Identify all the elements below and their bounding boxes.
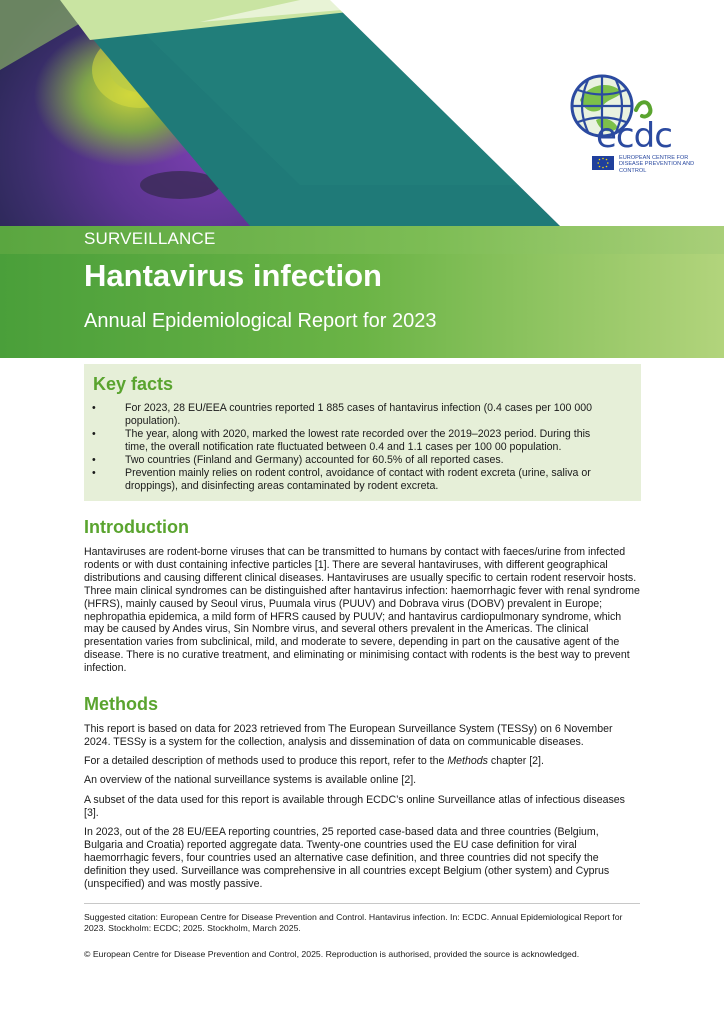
key-facts-list [84, 402, 641, 494]
list-item [84, 467, 641, 493]
methods-paragraph: This report is based on data for 2023 retrieved from The European Surveillance System (TESSy) on 6 November 2024. TESSy is a system for the collection, analysis and dissemination of data on communicable diseases. [84, 723, 613, 748]
suggested-citation: Suggested citation: European Centre for Disease Prevention and Control. Hantavirus infection. In: ECDC. Annual Epidemiological Report for 2023. Stockholm: ECDC; 2025. Stockholm, March 2025. [84, 912, 623, 934]
list-item [84, 454, 641, 467]
list-item [84, 402, 641, 428]
key-fact-text: Prevention mainly relies on rodent control, avoidance of contact with rodent excreta (urine, saliva or droppings), and disinfecting areas contaminated by rodent excreta. [125, 467, 591, 493]
report-header [0, 0, 724, 358]
introduction-paragraph: Hantaviruses are rodent-borne viruses that can be transmitted to humans by contact with faeces/urine from infected rodents or with dust containing infective particles [1]. There are several hantaviruses, with different geographical distributions and causing different clinical diseases. Hantaviruses are usually specific to certain rodent reservoir hosts. Three main clinical syndromes can be distinguished after hantavirus infection: haemorrhagic fever with renal syndrome (HFRS), mainly caused by Seoul virus, Puumala virus (PUUV) and Dobrava virus (DOBV) prevalent in Europe; nephropathia epidemica, a mild form of HFRS caused by PUUV; and hantavirus cardiopulmonary syndrome, which may be caused by Andes virus, Sin Nombre virus, and several others prevalent in the Americas. The clinical presentation varies from subclinical, mild, and moderate to severe, depending in part on the causative agent of the disease. There is no curative treatment, and eliminating or minimising contact with rodents is the best way to prevent infection. [84, 546, 640, 675]
key-facts-heading: Key facts [93, 374, 174, 394]
methods-text: chapter [2]. [487, 755, 544, 767]
eu-flag-icon [592, 156, 614, 170]
bullet-icon: • [92, 454, 96, 467]
bullet-icon: • [92, 402, 96, 414]
list-item [84, 428, 641, 454]
key-fact-text: Two countries (Finland and Germany) accounted for 60.5% of all reported cases. [125, 454, 504, 467]
footer-divider [84, 903, 640, 904]
bullet-icon: • [92, 428, 96, 441]
ecdc-wordmark: ecdc [596, 116, 672, 156]
key-facts-box [84, 364, 641, 501]
page-subtitle: Annual Epidemiological Report for 2023 [84, 310, 437, 332]
methods-paragraph [84, 755, 640, 768]
introduction-heading: Introduction [84, 517, 189, 537]
methods-chapter-link: Methods [447, 755, 488, 767]
key-fact-text: The year, along with 2020, marked the lowest rate recorded over the 2019–2023 period. During this time, the overall notification rate fluctuated between 0.4 and 1.1 cases per 100 00 population. [125, 428, 591, 453]
methods-paragraph: In 2023, out of the 28 EU/EEA reporting countries, 25 reported case-based data and three countries (Belgium, Bulgaria and Croatia) reported aggregate data. Twenty-one countries used the EU case definition for viral haemorrhagic fevers, four countries used an alternative case definition, and three countries did not specify the definition they used. Surveillance was comprehensive in all countries except Belgium (other system) and Cyprus (unspecified) and was mostly passive. [84, 826, 610, 890]
page-title: Hantavirus infection [84, 258, 382, 293]
key-fact-text: For 2023, 28 EU/EEA countries reported 1 885 cases of hantavirus infection (0.4 cases per 100 000 population). [125, 402, 592, 427]
ecdc-organization-name: EUROPEAN CENTRE FOR DISEASE PREVENTION AND CONTROL [619, 155, 695, 174]
report-category: SURVEILLANCE [84, 229, 216, 248]
methods-paragraph: An overview of the national surveillance systems is available online [2]. [84, 774, 417, 786]
methods-text: For a detailed description of methods used to produce this report, refer to the [84, 755, 448, 767]
bullet-icon: • [92, 467, 96, 480]
copyright-notice: © European Centre for Disease Prevention and Control, 2025. Reproduction is authorised, provided the source is acknowledged. [84, 949, 580, 959]
methods-heading: Methods [84, 694, 158, 714]
methods-paragraph: A subset of the data used for this report is available through ECDC’s online Surveillance atlas of infectious diseases [3]. [84, 794, 625, 819]
